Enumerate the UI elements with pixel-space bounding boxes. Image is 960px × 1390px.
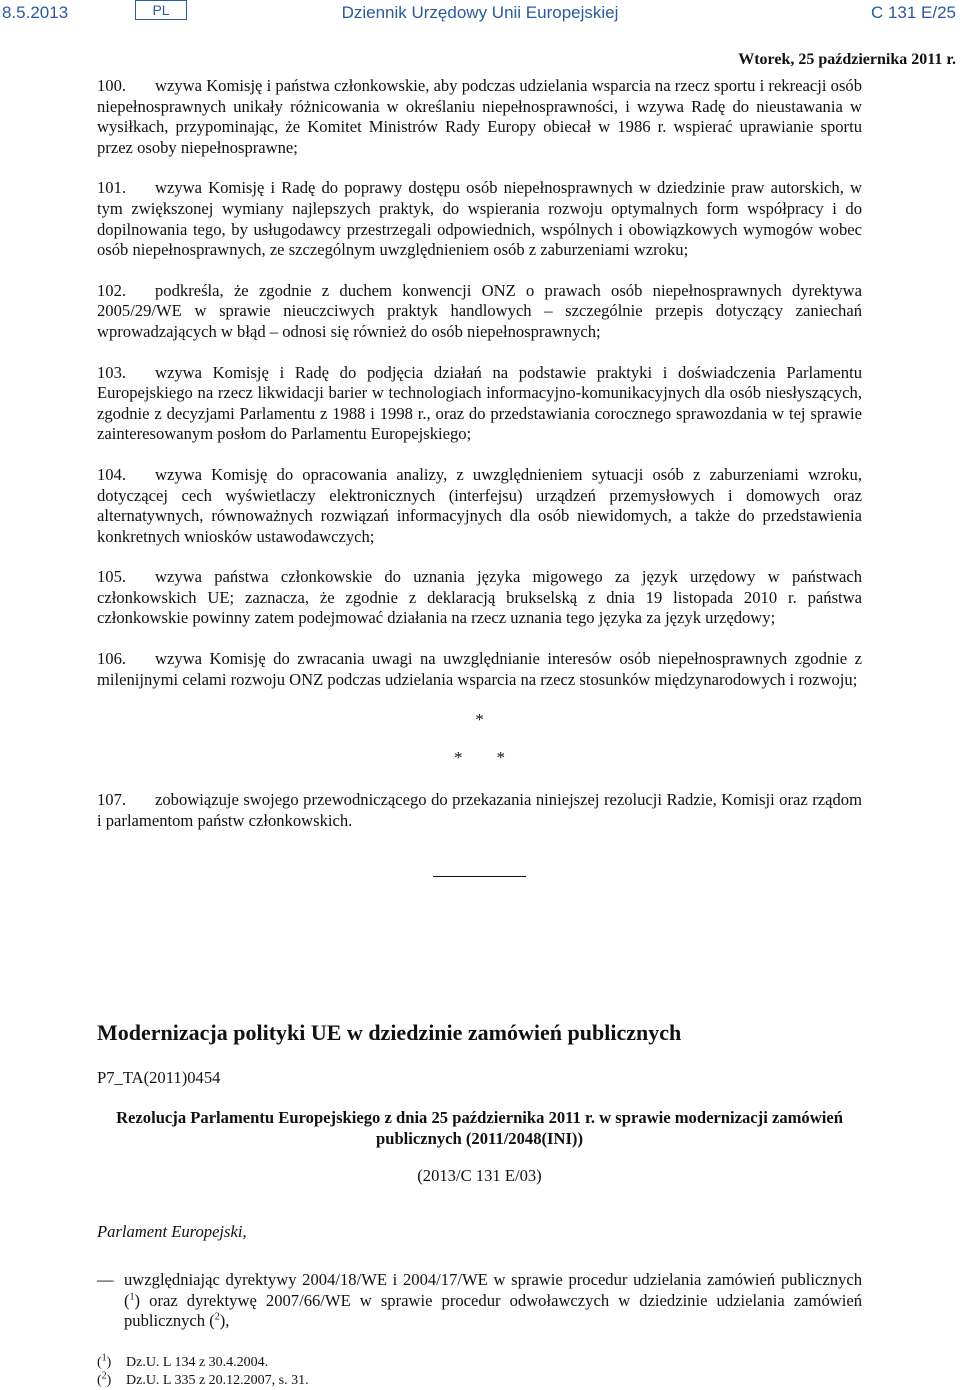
paragraph-text: wzywa państwa członkowskie do uznania języka migowego za język urzędowy w państwach członkowskich UE; zaznacza, że zgodnie z deklaracją brukselską z dnia 19 listopada 2010 r. państwa członkowskie powinny zatem podejmować działania na rzecz uznania tego języka za język urzędowy; [97, 567, 862, 628]
asterism-bottom: * * [454, 748, 505, 768]
paragraph [97, 649, 862, 690]
section-divider [433, 876, 526, 877]
publication-reference: (2013/C 131 E/03) [417, 1166, 542, 1185]
paragraph-number: 107. [97, 790, 127, 810]
document-code: P7_TA(2011)0454 [97, 1068, 221, 1087]
footnote-ref[interactable]: 2 [214, 1311, 220, 1323]
paragraph-text: wzywa Komisję i państwa członkowskie, aby podczas udzielania wsparcia na rzecz sportu i rekreacji osób niepełnosprawnych unikały różnicowania w określaniu niepełnosprawności, i wzywa Radę do nieustawania w wysiłkach, przypominając, że Komitet Ministrów Rady Europy obiecał w 1986 r. wspierać uprawianie sportu przez osoby niepełnosprawne; [97, 76, 862, 157]
footnote-number [97, 1354, 126, 1372]
footnote [97, 1372, 309, 1390]
asterism-top: * [475, 710, 484, 730]
recital-item [97, 1270, 862, 1332]
paragraph-text: wzywa Komisję do zwracania uwagi na uwzględnianie interesów osób niepełnosprawnych zgodnie z milenijnymi celami rozwoju ONZ podczas udzielania wsparcia na rzecz stosunków międzynarodowych i rozwoju; [97, 649, 862, 689]
paragraph [97, 465, 862, 547]
paragraph [97, 567, 862, 629]
final-paragraph [97, 790, 862, 831]
recital-dash: — [97, 1270, 114, 1289]
paragraph-text: zobowiązuje swojego przewodniczącego do przekazania niniejszej rezolucji Radzie, Komisji oraz rządom i parlamentom państw członkowskich. [97, 790, 862, 830]
recital-text-part: uwzględniając dyrektywy 2004/18/WE i 2004/17/WE w sprawie procedur udzielania zamówień publicznych ( [124, 1270, 862, 1310]
footnote-index: 2 [101, 1370, 107, 1382]
footnote-text: Dz.U. L 134 z 30.4.2004. [126, 1355, 269, 1370]
footnote-number [97, 1372, 126, 1390]
publication-date: 8.5.2013 [2, 3, 69, 22]
paragraph-number: 106. [97, 649, 127, 669]
footnote [97, 1354, 309, 1372]
language-badge: PL [135, 0, 187, 20]
footnote-ref[interactable]: 1 [129, 1291, 135, 1303]
recital-text [124, 1270, 862, 1332]
footnote-paren: ) [106, 1355, 112, 1370]
paragraph-number: 104. [97, 464, 127, 484]
sitting-date: Wtorek, 25 października 2011 r. [738, 51, 956, 68]
paragraph-text: wzywa Komisję do opracowania analizy, z uwzględnieniem sytuacji osób z zaburzeniami wzroku, dotyczącej cech wyświetlaczy elektronicznych (interfejsu) urządzeń przemysłowych i domowych oraz alternatywnych, równoważnych rozwiązań informacyjnych dla osób niewidomych, a także do przedstawienia konkretnych wniosków ustawodawczych; [97, 464, 862, 546]
paragraph [97, 281, 862, 343]
footnote-paren: ) [106, 1373, 112, 1388]
section-title: Modernizacja polityki UE w dziedzinie zamówień publicznych [97, 1020, 682, 1045]
paragraph [97, 363, 862, 445]
paragraph-text: wzywa Komisję i Radę do poprawy dostępu osób niepełnosprawnych w dziedzinie praw autorskich, w tym zwiększonej wymiany najlepszych praktyk, do wspierania rozwoju optymalnych form współpracy i do dopilnowania tego, by usługodawcy przestrzegali odpowiednich, wspólnych i obowiązkowych wymogów wobec osób niepełnosprawnych, ze szczególnym uwzględnieniem osób z zaburzeniami wzroku; [97, 178, 862, 260]
resolution-paragraphs [97, 76, 862, 851]
paragraph-text: wzywa Komisję i Radę do podjęcia działań na podstawie praktyki i doświadczenia Parlamentu Europejskiego na rzecz likwidacji barier w technologiach informacyjno-komunikacyjnych dla osób niesłyszących, zgodnie z decyzjami Parlamentu z 1988 i 1998 r., oraz do przedstawiania corocznego sprawozdania w tej sprawie zainteresowanym posłom do Parlamentu Europejskiego; [97, 362, 862, 444]
resolution-title: Rezolucja Parlamentu Europejskiego z dnia 25 października 2011 r. w sprawie modernizacji zamówień publicznych (2011/2048(INI)) [116, 1108, 843, 1148]
paragraph [97, 178, 862, 260]
paragraph-number: 100. [97, 76, 127, 95]
paragraph-number: 102. [97, 280, 127, 300]
paragraph-number: 103. [97, 362, 127, 382]
footnote-index: 1 [101, 1352, 107, 1364]
paragraph [97, 76, 862, 158]
parliament-heading: Parlament Europejski, [97, 1222, 247, 1241]
footnote-paren: ( [97, 1373, 102, 1388]
paragraph-text: podkreśla, że zgodnie z duchem konwencji ONZ o prawach osób niepełnosprawnych dyrektywa 2005/29/WE w sprawie nieuczciwych praktyk handlowych – szczególnie przepis dotyczący zaniechań wprowadzających w błąd – odnosi się również do osób niepełnosprawnych; [97, 280, 862, 341]
recital-text-part: ), [219, 1311, 230, 1331]
paragraph-number: 105. [97, 567, 127, 587]
asterism [97, 710, 862, 768]
recital-text-part: ) oraz dyrektywę 2007/66/WE w sprawie procedur odwoławczych w dziedzinie udzielania zamówień publicznych ( [124, 1290, 862, 1331]
journal-title: Dziennik Urzędowy Unii Europejskiej [341, 3, 619, 22]
page-header [0, 0, 960, 32]
page-reference: C 131 E/25 [870, 3, 956, 22]
footnotes [97, 1354, 309, 1390]
footnote-text: Dz.U. L 335 z 20.12.2007, s. 31. [126, 1373, 309, 1388]
footnote-paren: ( [97, 1355, 102, 1370]
paragraph-number: 101. [97, 178, 127, 198]
